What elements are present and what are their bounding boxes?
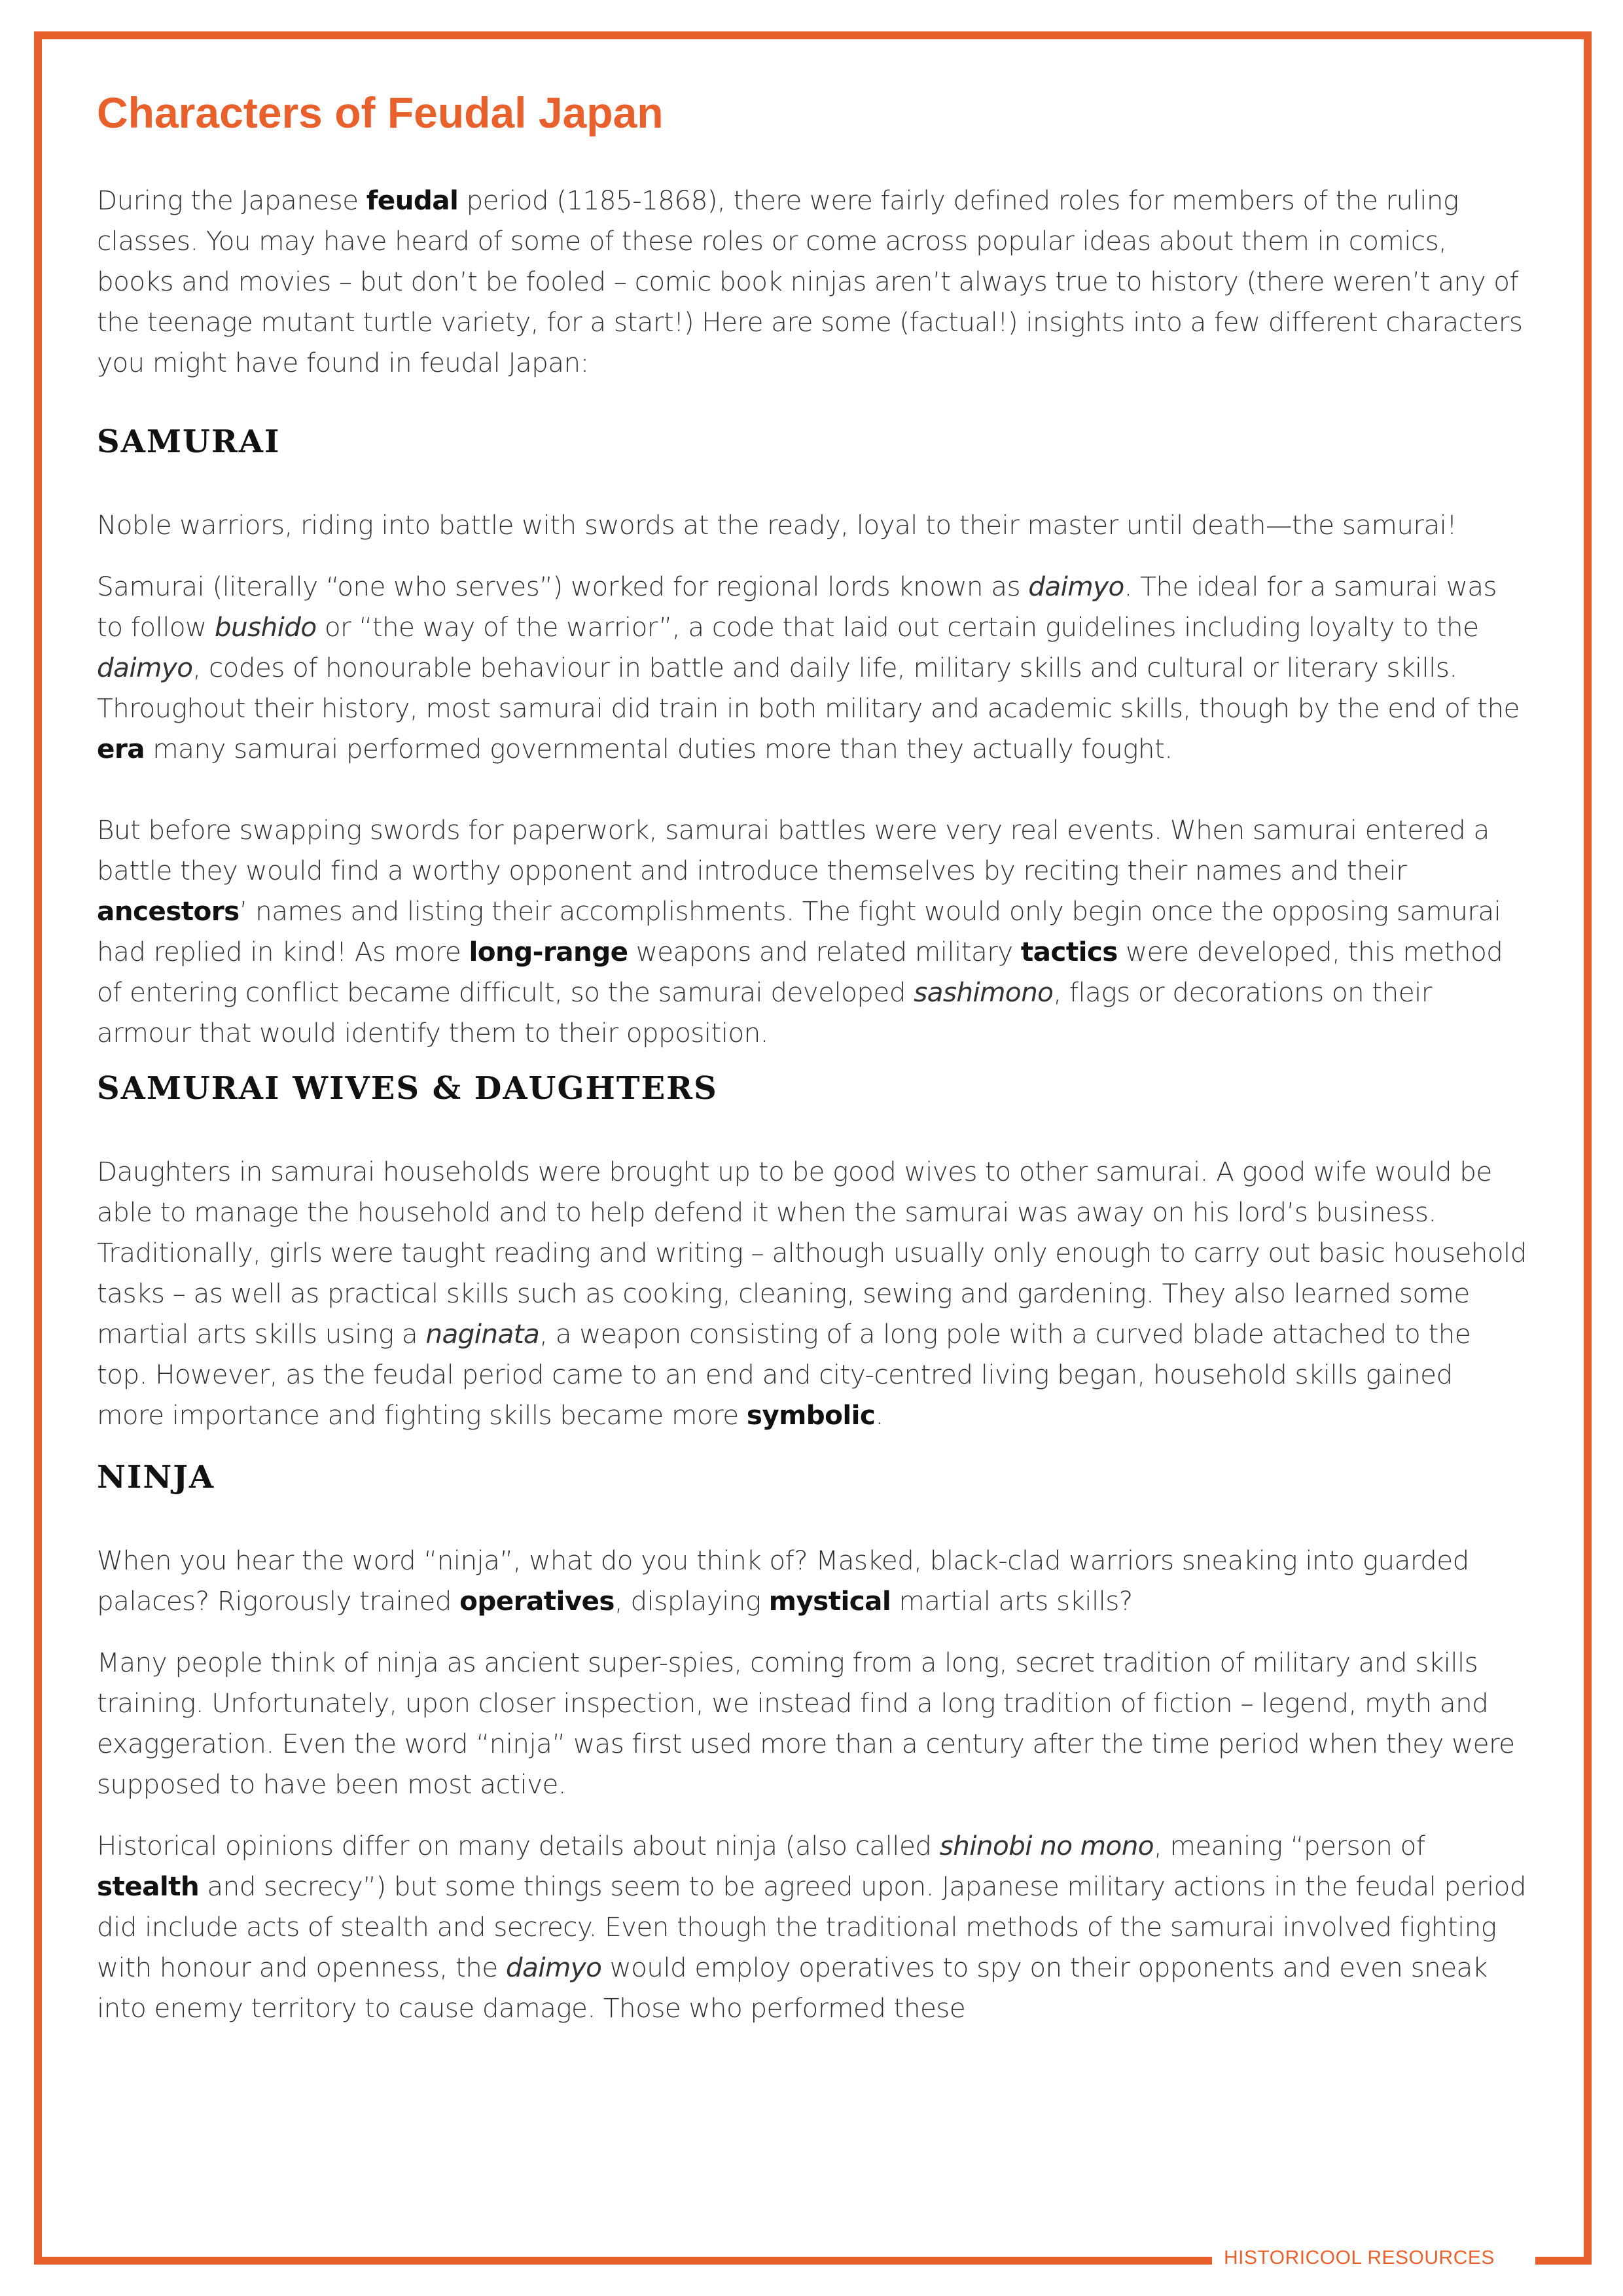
- glossary-term: long-range: [469, 935, 628, 967]
- paragraph: [97, 1540, 1527, 1621]
- section-samurai-wives-daughters: [97, 1070, 1527, 1435]
- glossary-term: operatives: [459, 1585, 615, 1617]
- text-run: or “the way of the warrior”, a code that laid out certain guidelines including loyalty to the: [316, 611, 1479, 643]
- text-run: . The ideal for a samurai was to follow: [97, 570, 1497, 643]
- text-run: .: [875, 1399, 883, 1431]
- text-run: many samurai performed governmental duties more than they actually fought.: [144, 732, 1173, 764]
- text-run: Noble warriors, riding into battle with swords at the ready, loyal to their master until death—the samurai!: [97, 509, 1457, 541]
- section-heading: NINJA: [97, 1458, 215, 1496]
- glossary-term: feudal: [366, 184, 459, 216]
- text-run: ’ names and listing their accomplishments. The fight would only begin once the opposing samurai had replied in kind! As more: [97, 895, 1501, 967]
- text-run: martial arts skills?: [891, 1585, 1133, 1617]
- italic-term: naginata: [425, 1318, 540, 1350]
- paragraph: [97, 810, 1527, 1053]
- italic-term: daimyo: [505, 1951, 602, 1983]
- page-title: Characters of Feudal Japan: [97, 88, 664, 137]
- glossary-term: mystical: [768, 1585, 891, 1617]
- italic-term: daimyo: [97, 651, 193, 683]
- intro-paragraph: [97, 180, 1527, 383]
- italic-term: shinobi no mono: [939, 1829, 1154, 1861]
- section-heading: SAMURAI: [97, 423, 281, 460]
- italic-term: sashimono: [914, 976, 1054, 1008]
- text-run: , a weapon consisting of a long pole with a curved blade attached to the top. However, as the feudal period came to an end and city-centred living began, household skills gained more importance and fighting skills became more: [97, 1318, 1471, 1431]
- section-ninja: [97, 1459, 1527, 2028]
- glossary-term: tactics: [1020, 935, 1118, 967]
- text-run: , displaying: [614, 1585, 769, 1617]
- text-run: , codes of honourable behaviour in battle and daily life, military skills and cultural or literary skills. Throughout their history, most samurai did train in both military and academic skills, though by the end of the: [97, 651, 1520, 724]
- text-run: and secrecy”) but some things seem to be agreed upon. Japanese military actions in the feudal period did include acts of stealth and secrecy. Even though the traditional methods of the samurai involved fighting with honour and openness, the: [97, 1870, 1526, 1983]
- text-run: , flags or decorations on their armour that would identify them to their opposition.: [97, 976, 1432, 1049]
- glossary-term: stealth: [97, 1870, 200, 1902]
- bottom-rule-end: [1535, 2257, 1592, 2265]
- text-run: Samurai (literally “one who serves”) worked for regional lords known as: [97, 570, 1029, 602]
- glossary-term: symbolic: [746, 1399, 876, 1431]
- italic-term: daimyo: [1028, 570, 1124, 602]
- paragraph: [97, 566, 1527, 769]
- paragraph: [97, 1642, 1527, 1804]
- text-run: Many people think of ninja as ancient super-spies, coming from a long, secret tradition of military and skills training. Unfortunately, upon closer inspection, we instead find a long tradition of fiction – legend, myth and exaggeration. Even the word “ninja” was first used more than a century after the time period when they were supposed to have been most active.: [97, 1646, 1515, 1800]
- glossary-term: era: [97, 732, 145, 764]
- paragraph: [97, 505, 1527, 545]
- text-run: Historical opinions differ on many details about ninja (also called: [97, 1829, 940, 1861]
- text-run: But before swapping swords for paperwork, samurai battles were very real events. When samurai entered a battle they would find a worthy opponent and introduce themselves by reciting their names and their: [97, 814, 1489, 886]
- italic-term: bushido: [214, 611, 317, 643]
- text-run: period (1185-1868), there were fairly defined roles for members of the ruling classes. You may have heard of some of these roles or come across popular ideas about them in comics, books and movies – but don’t be fooled – comic book ninjas aren’t always true to history (there weren’t any of the teenage mutant turtle variety, for a start!) Here are some (factual!) insights into a few different characters you might have found in feudal Japan:: [97, 184, 1523, 378]
- footer-brand: HISTORICOOL RESOURCES: [1224, 2247, 1495, 2269]
- paragraph: [97, 1825, 1527, 2028]
- section-samurai: [97, 423, 1527, 1053]
- text-run: weapons and related military: [628, 935, 1021, 967]
- text-run: When you hear the word “ninja”, what do you think of? Masked, black-clad warriors sneaking into guarded palaces? Rigorously trained: [97, 1544, 1469, 1617]
- article: [97, 89, 1527, 2049]
- bottom-rule: [34, 2257, 1212, 2265]
- paragraph: [97, 1151, 1527, 1435]
- text-run: , meaning “person of: [1153, 1829, 1425, 1861]
- text-run: During the Japanese: [97, 184, 366, 216]
- section-heading: SAMURAI WIVES & DAUGHTERS: [97, 1069, 718, 1107]
- text-run: would employ operatives to spy on their opponents and even sneak into enemy territory to cause damage. Those who performed these: [97, 1951, 1488, 2024]
- text-run: Daughters in samurai households were brought up to be good wives to other samurai. A good wife would be able to manage the household and to help defend it when the samurai was away on his lord’s business. Traditionally, girls were taught reading and writing – although usually only enough to carry out basic household tasks – as well as practical skills such as cooking, cleaning, sewing and gardening. They also learned some martial arts skills using a: [97, 1155, 1527, 1350]
- glossary-term: ancestors: [97, 895, 240, 927]
- text-run: were developed, this method of entering conflict became difficult, so the samurai developed: [97, 935, 1503, 1008]
